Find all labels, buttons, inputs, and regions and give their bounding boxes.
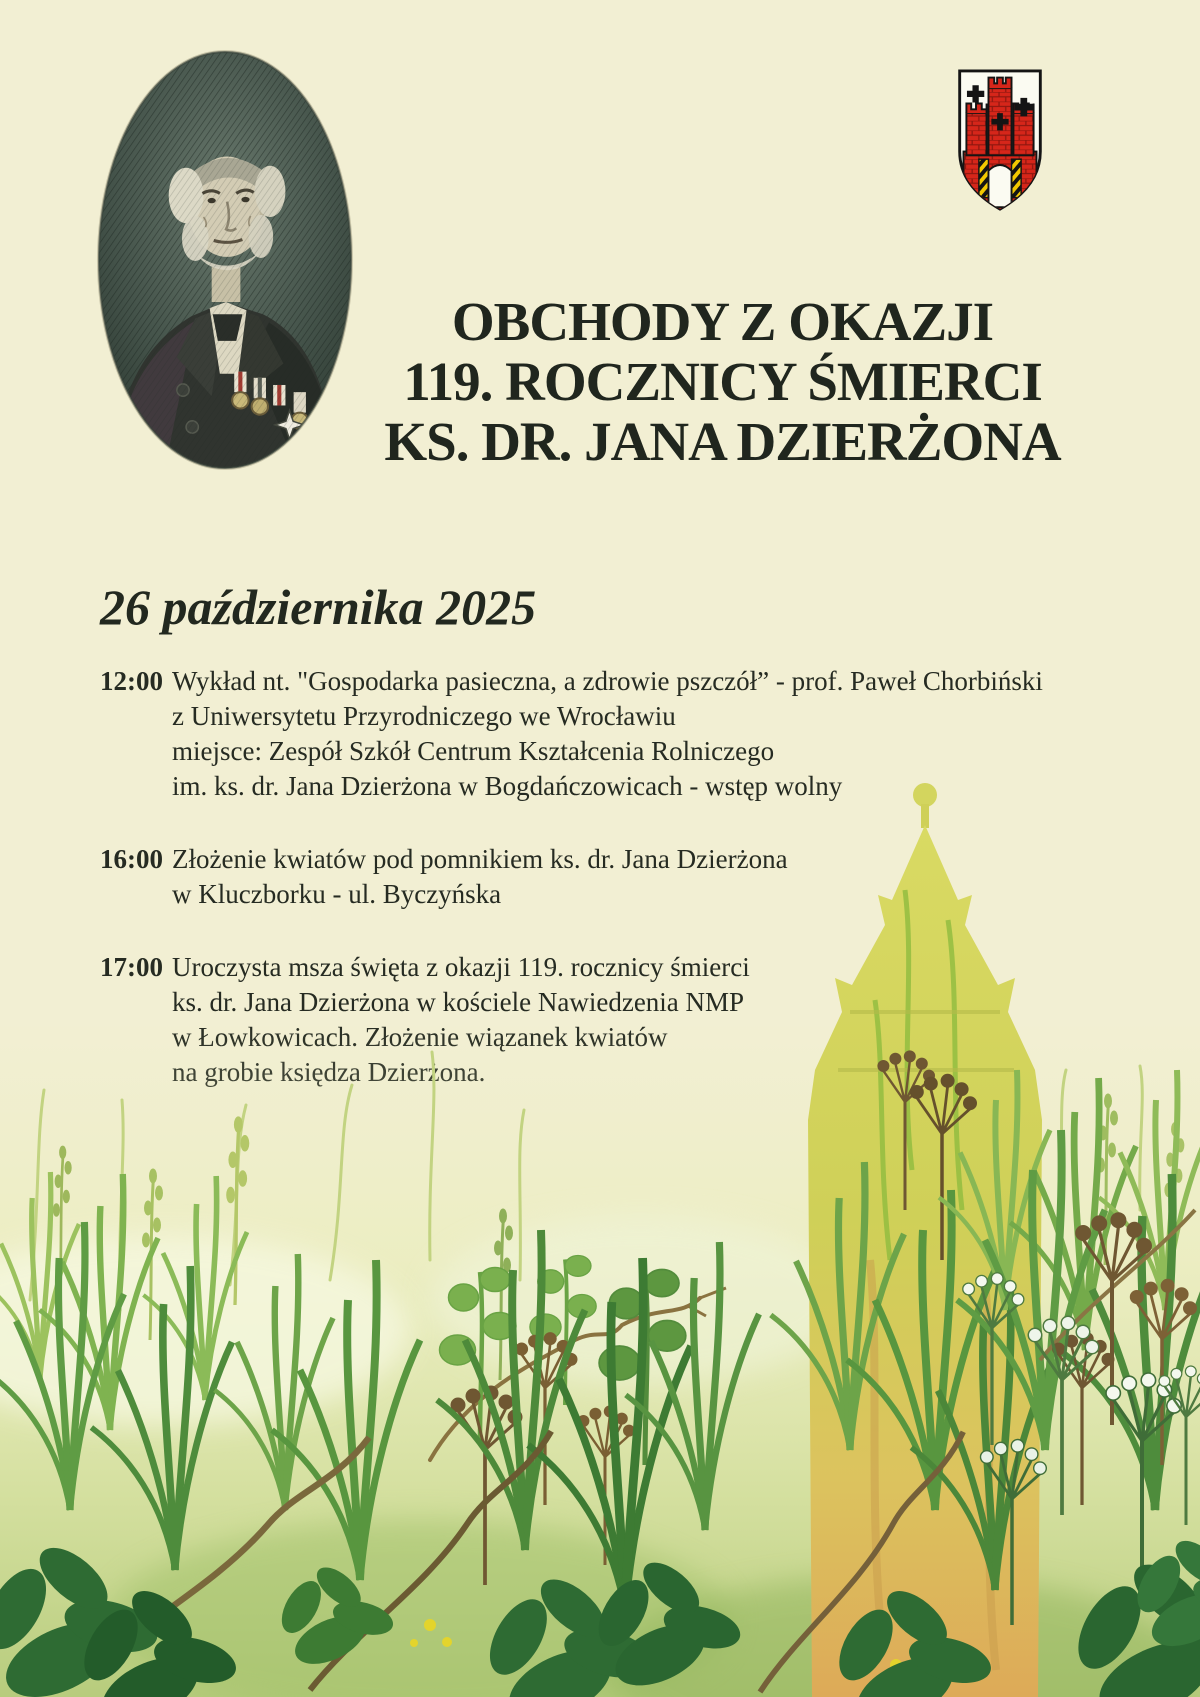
time-label: 12:00 — [100, 666, 163, 696]
title-line: 119. ROCZNICY ŚMIERCI — [403, 351, 1042, 412]
portrait-image — [95, 50, 355, 470]
date-heading: 26 października 2025 — [100, 579, 537, 635]
schedule-line: Złożenie kwiatów pod pomnikiem ks. dr. Jana Dzierżona — [172, 844, 788, 874]
title-line: OBCHODY Z OKAZJI — [451, 291, 994, 352]
poster-title — [340, 292, 1105, 472]
coat-of-arms — [952, 62, 1048, 218]
title-line: KS. DR. JANA DZIERŻONA — [384, 411, 1061, 472]
schedule-line: z Uniwersytetu Przyrodniczego we Wrocławiu — [172, 701, 676, 731]
time-label: 16:00 — [100, 844, 163, 874]
meadow-artwork — [0, 740, 1200, 1697]
schedule-line: Wykład nt. "Gospodarka pasieczna, a zdrowie pszczół” - prof. Paweł Chorbiński — [172, 666, 1043, 696]
schedule-line: im. ks. dr. Jana Dzierżona w Bogdańczowicach - wstęp wolny — [172, 771, 843, 801]
schedule-line: w Kluczborku - ul. Byczyńska — [172, 879, 502, 909]
schedule-line: ks. dr. Jana Dzierżona w kościele Nawiedzenia NMP — [172, 987, 745, 1017]
time-label: 17:00 — [100, 952, 163, 982]
schedule-line: Uroczysta msza święta z okazji 119. rocznicy śmierci — [172, 952, 750, 982]
schedule-line: miejsce: Zespół Szkół Centrum Kształcenia Rolniczego — [172, 736, 775, 766]
